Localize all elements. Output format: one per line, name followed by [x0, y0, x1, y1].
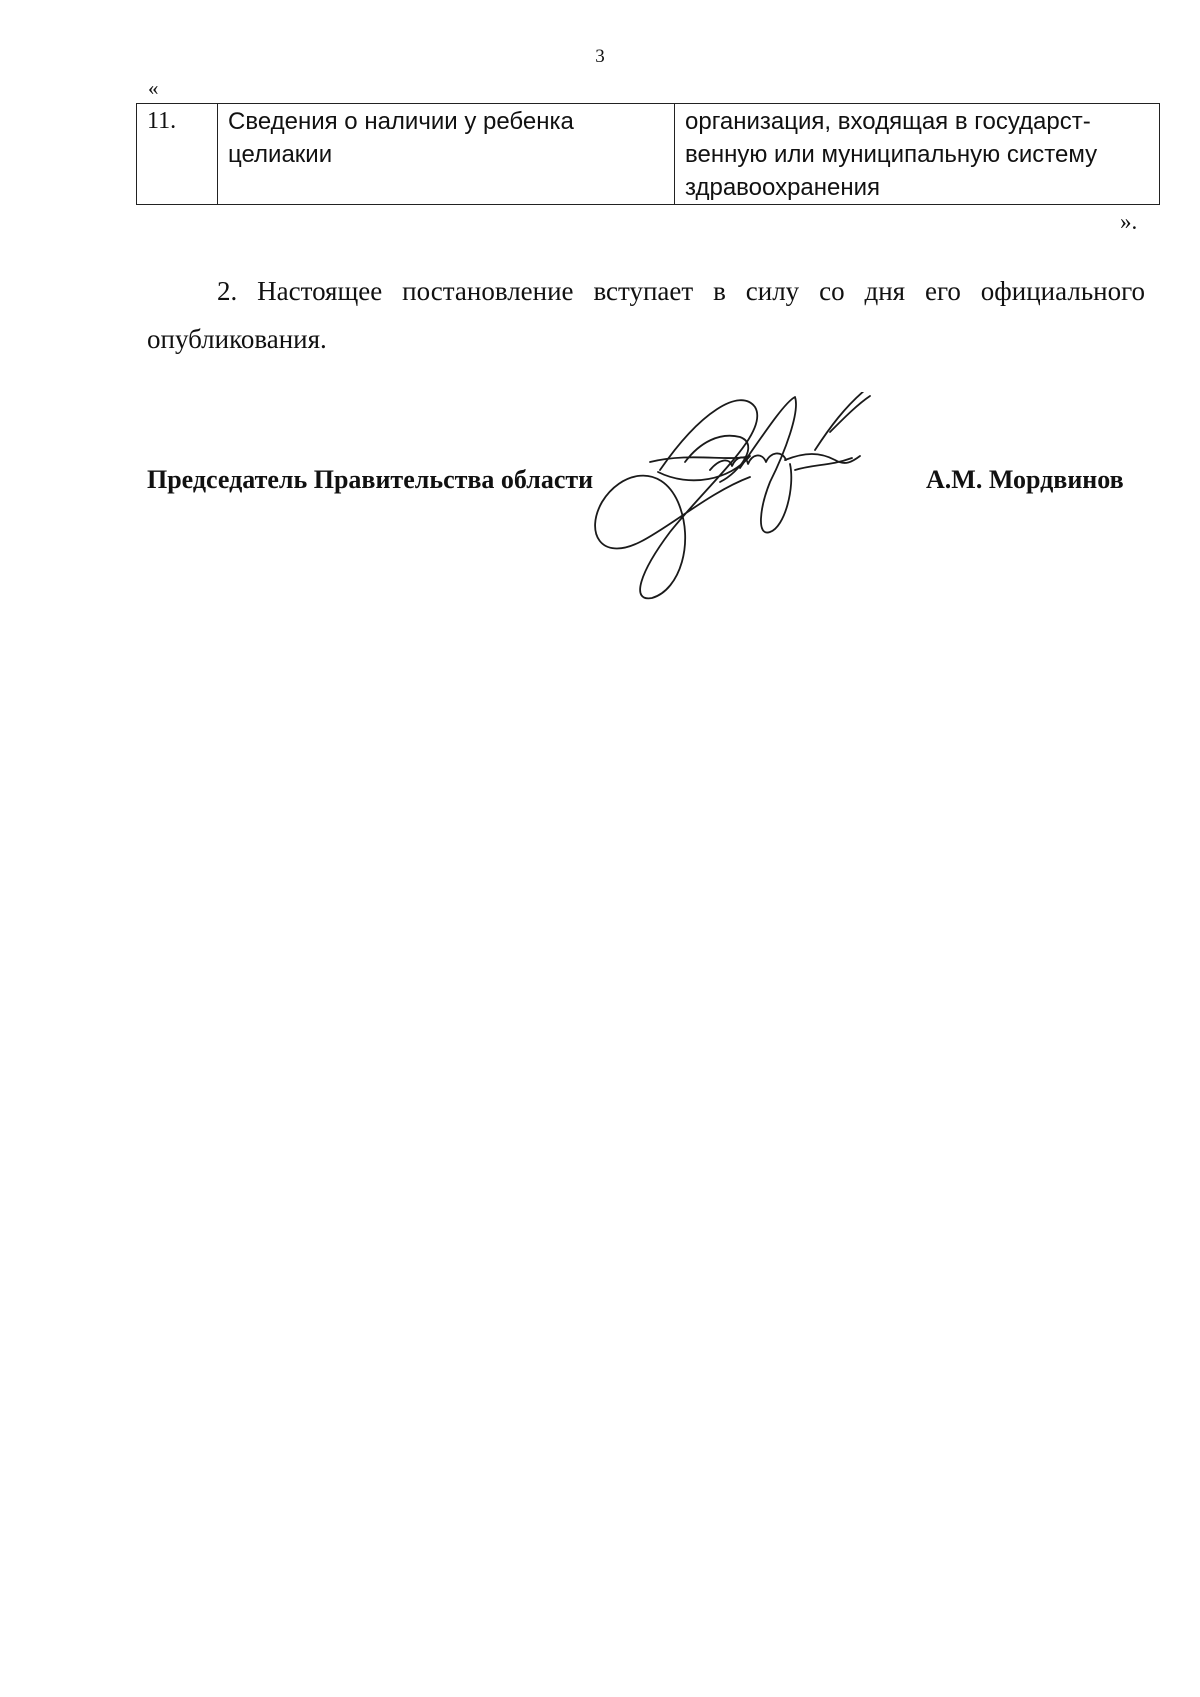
handwritten-signature: [590, 392, 950, 612]
signatory-title: Председатель Правительства области: [147, 465, 594, 494]
organization-cell: организация, входящая в государст-венную или муниципальную систему здравоохранения: [675, 104, 1160, 205]
row-number-cell: 11.: [137, 104, 218, 205]
page-number: 3: [595, 46, 605, 67]
effective-date-paragraph: 2. Настоящее постановление вступает в силу со дня его официального опубликования.: [147, 276, 1145, 354]
closing-quote-mark: ».: [1120, 209, 1138, 234]
table-row: [137, 104, 1160, 205]
signatory-name: А.М. Мордвинов: [926, 465, 1124, 494]
opening-quote-mark: «: [148, 76, 159, 100]
amendment-table: [136, 103, 1160, 205]
info-name-cell: Сведения о наличии у ребенка целиакии: [218, 104, 675, 205]
